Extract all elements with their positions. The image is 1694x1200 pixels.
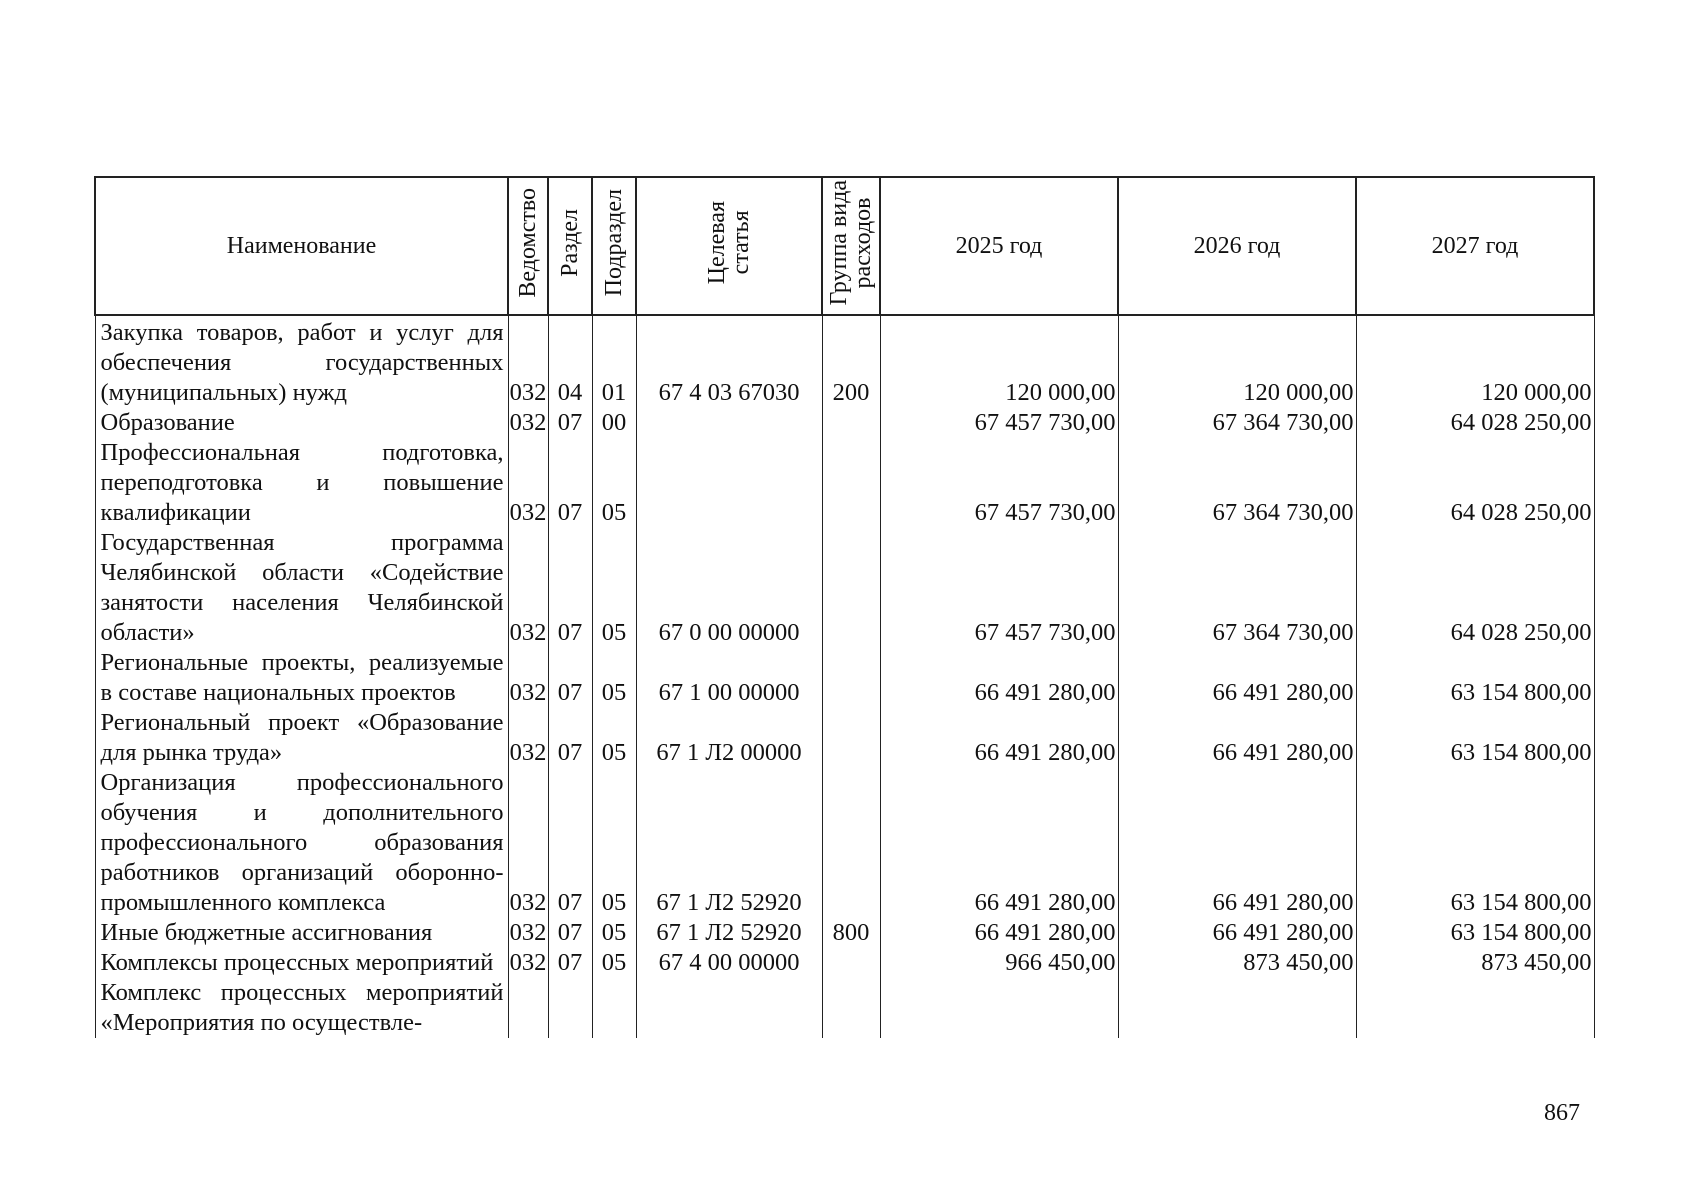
table-row [95, 918, 1594, 948]
cell-2027: 63 154 800,00 [1356, 648, 1594, 708]
cell-2026: 66 491 280,00 [1118, 768, 1356, 918]
cell-2026: 873 450,00 [1118, 948, 1356, 978]
table-row [95, 768, 1594, 918]
cell-2026: 66 491 280,00 [1118, 918, 1356, 948]
cell-2027: 64 028 250,00 [1356, 528, 1594, 648]
cell-2025: 67 457 730,00 [880, 438, 1118, 528]
cell-2025: 66 491 280,00 [880, 708, 1118, 768]
cell-celevaya-statya [636, 438, 822, 528]
cell-podrazdel: 05 [592, 708, 636, 768]
cell-name: Государственная программа Челябинской области «Содействие занятости населения Челябинской области» [95, 528, 508, 648]
cell-name: Комплекс процессных мероприятий «Мероприятия по осуществле- [95, 978, 508, 1038]
cell-vedomstvo: 032 [508, 438, 548, 528]
cell-razdel [548, 978, 592, 1038]
cell-gruppa [822, 408, 880, 438]
budget-table [94, 176, 1595, 1038]
cell-razdel: 07 [548, 948, 592, 978]
cell-razdel: 07 [548, 528, 592, 648]
cell-2027: 64 028 250,00 [1356, 438, 1594, 528]
table-row [95, 948, 1594, 978]
cell-2025: 66 491 280,00 [880, 768, 1118, 918]
cell-vedomstvo: 032 [508, 315, 548, 408]
cell-celevaya-statya: 67 1 Л2 52920 [636, 918, 822, 948]
cell-razdel: 07 [548, 918, 592, 948]
cell-2026: 67 364 730,00 [1118, 528, 1356, 648]
cell-2027: 63 154 800,00 [1356, 708, 1594, 768]
header-celevaya-statya: Целевая статья [636, 177, 822, 315]
header-2027: 2027 год [1356, 177, 1594, 315]
cell-razdel: 07 [548, 708, 592, 768]
cell-podrazdel: 00 [592, 408, 636, 438]
cell-name: Региональный проект «Образование для рынка труда» [95, 708, 508, 768]
cell-2027: 873 450,00 [1356, 948, 1594, 978]
table-body [95, 315, 1594, 1038]
cell-2025: 120 000,00 [880, 315, 1118, 408]
cell-2027: 63 154 800,00 [1356, 768, 1594, 918]
cell-razdel: 04 [548, 315, 592, 408]
cell-vedomstvo: 032 [508, 708, 548, 768]
table-row [95, 315, 1594, 408]
cell-celevaya-statya: 67 1 00 00000 [636, 648, 822, 708]
cell-celevaya-statya: 67 1 Л2 52920 [636, 768, 822, 918]
cell-celevaya-statya: 67 4 03 67030 [636, 315, 822, 408]
cell-vedomstvo: 032 [509, 919, 547, 946]
cell-2026: 66 491 280,00 [1118, 708, 1356, 768]
table-row [95, 438, 1594, 528]
cell-podrazdel: 05 [592, 438, 636, 528]
cell-celevaya-statya: 67 1 Л2 00000 [636, 708, 822, 768]
cell-podrazdel: 05 [592, 918, 636, 948]
header-gruppa-vida-raskhodov: Группа вида расходов [822, 177, 880, 315]
cell-2027 [1356, 978, 1594, 1038]
cell-name: Профессиональная подготовка, переподготовка и повышение квалификации [95, 438, 508, 528]
cell-razdel: 07 [548, 408, 592, 438]
cell-celevaya-statya: 67 4 00 00000 [636, 948, 822, 978]
cell-celevaya-statya [636, 978, 822, 1038]
page-number: 867 [1544, 1100, 1580, 1126]
cell-name: Организация профессионального обучения и дополнительного профессионального образования работников организаций оборонно-промышленного комплекса [95, 768, 508, 918]
cell-2026: 67 364 730,00 [1118, 438, 1356, 528]
cell-celevaya-statya [636, 408, 822, 438]
cell-2027: 120 000,00 [1356, 315, 1594, 408]
cell-2026: 67 364 730,00 [1118, 408, 1356, 438]
cell-gruppa [822, 648, 880, 708]
cell-vedomstvo: 032 [508, 528, 548, 648]
cell-gruppa: 800 [822, 918, 880, 948]
cell-2027: 64 028 250,00 [1356, 408, 1594, 438]
cell-razdel: 07 [548, 438, 592, 528]
cell-name: Региональные проекты, реализуемые в составе национальных проектов [95, 648, 508, 708]
cell-2026: 66 491 280,00 [1118, 648, 1356, 708]
header-2026: 2026 год [1118, 177, 1356, 315]
header-2025: 2025 год [880, 177, 1118, 315]
cell-name: Иные бюджетные ассигнования [95, 918, 508, 948]
table-row [95, 528, 1594, 648]
cell-podrazdel: 05 [592, 768, 636, 918]
cell-podrazdel: 05 [592, 948, 636, 978]
cell-2025: 966 450,00 [880, 948, 1118, 978]
cell-podrazdel: 05 [592, 648, 636, 708]
cell-gruppa [822, 978, 880, 1038]
cell-2027: 63 154 800,00 [1356, 918, 1594, 948]
cell-podrazdel [592, 978, 636, 1038]
cell-2025: 67 457 730,00 [880, 528, 1118, 648]
table-row [95, 708, 1594, 768]
cell-vedomstvo: 032 [508, 648, 548, 708]
cell-name: Комплексы процессных мероприятий [95, 948, 508, 978]
cell-2025 [880, 978, 1118, 1038]
cell-2025: 67 457 730,00 [880, 408, 1118, 438]
cell-celevaya-statya: 67 0 00 00000 [636, 528, 822, 648]
cell-2026: 120 000,00 [1118, 315, 1356, 408]
cell-gruppa [822, 948, 880, 978]
cell-gruppa: 200 [822, 315, 880, 408]
cell-gruppa [822, 768, 880, 918]
header-vedomstvo: Ведомство [508, 177, 548, 315]
cell-gruppa [822, 528, 880, 648]
cell-gruppa [822, 708, 880, 768]
cell-name: Закупка товаров, работ и услуг для обеспечения государственных (муниципальных) нужд [95, 315, 508, 408]
cell-2026 [1118, 978, 1356, 1038]
table-row [95, 978, 1594, 1038]
cell-vedomstvo: 032 [509, 409, 547, 436]
cell-name: Образование [95, 408, 508, 438]
header-razdel: Раздел [548, 177, 592, 315]
cell-podrazdel: 05 [592, 528, 636, 648]
cell-razdel: 07 [548, 768, 592, 918]
cell-2025: 66 491 280,00 [880, 648, 1118, 708]
cell-vedomstvo: 032 [509, 949, 547, 976]
cell-gruppa [822, 438, 880, 528]
cell-2025: 66 491 280,00 [880, 918, 1118, 948]
table-row [95, 408, 1594, 438]
cell-vedomstvo [508, 978, 548, 1038]
header-podrazdel: Подраздел [592, 177, 636, 315]
cell-razdel: 07 [548, 648, 592, 708]
header-name: Наименование [95, 177, 508, 315]
cell-vedomstvo: 032 [508, 768, 548, 918]
table-header-row [95, 177, 1594, 315]
cell-podrazdel: 01 [592, 315, 636, 408]
table-row [95, 648, 1594, 708]
